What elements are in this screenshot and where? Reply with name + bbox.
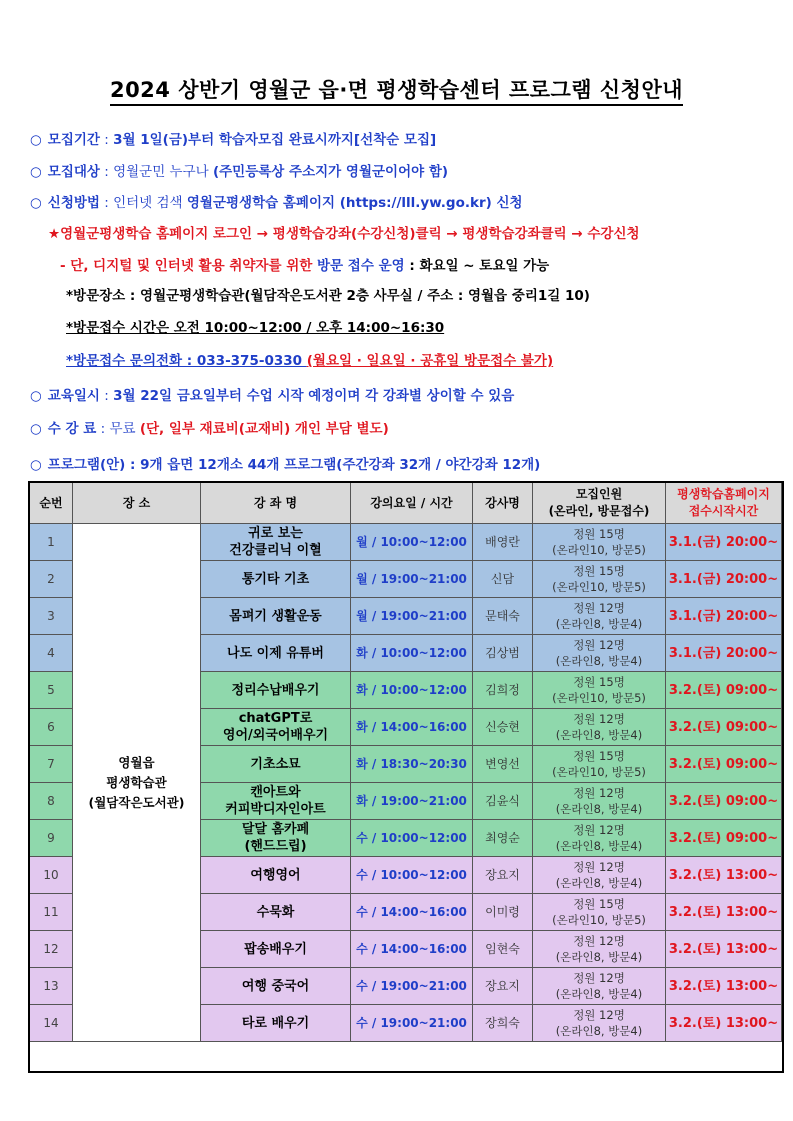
row-number: 4: [30, 635, 73, 672]
instructor-name: 김희정: [473, 672, 533, 709]
row-number: 3: [30, 598, 73, 635]
header-course: 강 좌 명: [201, 483, 351, 524]
course-name: 정리수납배우기: [201, 672, 351, 709]
info-visit: - 단, 디지털 및 인터넷 활용 취약자를 위한 방문 접수 운영 : 화요일 ~ 토요일 가능: [60, 258, 550, 274]
header-capacity: 모집인원 (온라인, 방문접수): [533, 483, 666, 524]
registration-start: 3.2.(토) 13:00~: [666, 968, 782, 1005]
course-name: 통기타 기초: [201, 561, 351, 598]
header-no: 순번: [30, 483, 73, 524]
course-time: 화 / 10:00~12:00: [351, 635, 473, 672]
course-time: 수 / 10:00~12:00: [351, 857, 473, 894]
row-number: 6: [30, 709, 73, 746]
info-method: ○ 신청방법 : 인터넷 검색 영월군평생학습 홈페이지 (https://lll.yw.go.kr) 신청: [30, 195, 523, 211]
row-number: 7: [30, 746, 73, 783]
course-name: 캔아트와 커피박디자인아트: [201, 783, 351, 820]
header-place: 장 소: [73, 483, 201, 524]
header-start: 평생학습홈페이지 접수시작시간: [666, 483, 782, 524]
course-time: 월 / 19:00~21:00: [351, 561, 473, 598]
registration-start: 3.2.(토) 13:00~: [666, 857, 782, 894]
page-title: 2024 상반기 영월군 읍·면 평생학습센터 프로그램 신청안내: [0, 74, 793, 104]
info-steps: ★영월군평생학습 홈페이지 로그인 → 평생학습강좌(수강신청)클릭 → 평생학습강좌클릭 → 수강신청: [48, 226, 640, 242]
instructor-name: 배영란: [473, 524, 533, 561]
capacity: 정원 15명 (온라인10, 방문5): [533, 672, 666, 709]
course-time: 수 / 14:00~16:00: [351, 931, 473, 968]
course-name: 달달 홈카페 (핸드드립): [201, 820, 351, 857]
instructor-name: 최영순: [473, 820, 533, 857]
instructor-name: 장희숙: [473, 1005, 533, 1042]
instructor-name: 장요지: [473, 857, 533, 894]
course-name: 나도 이제 유튜버: [201, 635, 351, 672]
circle-bullet-icon: ○: [30, 421, 42, 437]
course-time: 화 / 19:00~21:00: [351, 783, 473, 820]
capacity: 정원 12명 (온라인8, 방문4): [533, 709, 666, 746]
info-program: ○ 프로그램(안) : 9개 읍면 12개소 44개 프로그램(주간강좌 32개 / 야간강좌 12개): [30, 457, 541, 473]
instructor-name: 신담: [473, 561, 533, 598]
course-time: 수 / 19:00~21:00: [351, 968, 473, 1005]
registration-start: 3.2.(토) 09:00~: [666, 820, 782, 857]
capacity: 정원 12명 (온라인8, 방문4): [533, 598, 666, 635]
row-number: 10: [30, 857, 73, 894]
instructor-name: 김윤식: [473, 783, 533, 820]
registration-start: 3.2.(토) 09:00~: [666, 672, 782, 709]
capacity: 정원 15명 (온라인10, 방문5): [533, 894, 666, 931]
capacity: 정원 15명 (온라인10, 방문5): [533, 561, 666, 598]
course-time: 화 / 10:00~12:00: [351, 672, 473, 709]
capacity: 정원 12명 (온라인8, 방문4): [533, 820, 666, 857]
instructor-name: 임현숙: [473, 931, 533, 968]
row-number: 9: [30, 820, 73, 857]
capacity: 정원 12명 (온라인8, 방문4): [533, 857, 666, 894]
registration-start: 3.1.(금) 20:00~: [666, 598, 782, 635]
instructor-name: 김상범: [473, 635, 533, 672]
course-time: 화 / 18:30~20:30: [351, 746, 473, 783]
circle-bullet-icon: ○: [30, 388, 42, 404]
info-visit-phone: *방문접수 문의전화 : 033-375-0330 (월요일 · 일요일 · 공휴일 방문접수 불가): [66, 353, 554, 369]
registration-start: 3.2.(토) 13:00~: [666, 931, 782, 968]
table-header-row: [30, 483, 782, 524]
circle-bullet-icon: ○: [30, 457, 42, 473]
instructor-name: 신승현: [473, 709, 533, 746]
info-fee: ○ 수 강 료 : 무료 (단, 일부 재료비(교재비) 개인 부담 별도): [30, 421, 389, 437]
course-name: 수묵화: [201, 894, 351, 931]
row-number: 5: [30, 672, 73, 709]
registration-start: 3.1.(금) 20:00~: [666, 561, 782, 598]
row-number: 2: [30, 561, 73, 598]
row-number: 14: [30, 1005, 73, 1042]
row-number: 11: [30, 894, 73, 931]
row-number: 8: [30, 783, 73, 820]
course-name: chatGPT로 영어/외국어배우기: [201, 709, 351, 746]
circle-bullet-icon: ○: [30, 195, 42, 211]
instructor-name: 이미령: [473, 894, 533, 931]
registration-start: 3.2.(토) 13:00~: [666, 1005, 782, 1042]
program-table: [29, 482, 782, 1042]
capacity: 정원 12명 (온라인8, 방문4): [533, 931, 666, 968]
row-number: 12: [30, 931, 73, 968]
place-cell: 영월읍 평생학습관 (월담작은도서관): [73, 524, 201, 1042]
registration-start: 3.2.(토) 09:00~: [666, 783, 782, 820]
course-time: 수 / 14:00~16:00: [351, 894, 473, 931]
info-schedule: ○ 교육일시 : 3월 22일 금요일부터 수업 시작 예정이며 각 강좌별 상이할 수 있음: [30, 388, 515, 404]
course-time: 월 / 10:00~12:00: [351, 524, 473, 561]
capacity: 정원 12명 (온라인8, 방문4): [533, 968, 666, 1005]
instructor-name: 문태숙: [473, 598, 533, 635]
course-name: 타로 배우기: [201, 1005, 351, 1042]
table-row: [30, 524, 782, 561]
course-name: 팝송배우기: [201, 931, 351, 968]
info-period: ○ 모집기간 : 3월 1일(금)부터 학습자모집 완료시까지[선착순 모집]: [30, 132, 437, 148]
course-time: 화 / 14:00~16:00: [351, 709, 473, 746]
capacity: 정원 12명 (온라인8, 방문4): [533, 1005, 666, 1042]
instructor-name: 변영선: [473, 746, 533, 783]
circle-bullet-icon: ○: [30, 164, 42, 180]
course-name: 귀로 보는 건강클리닉 이혈: [201, 524, 351, 561]
capacity: 정원 12명 (온라인8, 방문4): [533, 635, 666, 672]
info-visit-time: *방문접수 시간은 오전 10:00~12:00 / 오후 14:00~16:30: [66, 320, 445, 336]
course-name: 여행영어: [201, 857, 351, 894]
registration-start: 3.2.(토) 09:00~: [666, 746, 782, 783]
capacity: 정원 15명 (온라인10, 방문5): [533, 746, 666, 783]
header-day: 강의요일 / 시간: [351, 483, 473, 524]
registration-start: 3.2.(토) 09:00~: [666, 709, 782, 746]
header-instructor: 강사명: [473, 483, 533, 524]
capacity: 정원 12명 (온라인8, 방문4): [533, 783, 666, 820]
course-time: 월 / 19:00~21:00: [351, 598, 473, 635]
registration-start: 3.1.(금) 20:00~: [666, 635, 782, 672]
registration-start: 3.2.(토) 13:00~: [666, 894, 782, 931]
row-number: 13: [30, 968, 73, 1005]
instructor-name: 장요지: [473, 968, 533, 1005]
course-name: 여행 중국어: [201, 968, 351, 1005]
course-time: 수 / 19:00~21:00: [351, 1005, 473, 1042]
info-visit-place: *방문장소 : 영월군평생학습관(월담작은도서관 2층 사무실 / 주소 : 영월읍 중리1길 10): [66, 288, 590, 304]
course-time: 수 / 10:00~12:00: [351, 820, 473, 857]
capacity: 정원 15명 (온라인10, 방문5): [533, 524, 666, 561]
registration-start: 3.1.(금) 20:00~: [666, 524, 782, 561]
info-target: ○ 모집대상 : 영월군민 누구나 (주민등록상 주소지가 영월군이어야 함): [30, 164, 449, 180]
circle-bullet-icon: ○: [30, 132, 42, 148]
row-number: 1: [30, 524, 73, 561]
course-name: 몸펴기 생활운동: [201, 598, 351, 635]
course-name: 기초소묘: [201, 746, 351, 783]
